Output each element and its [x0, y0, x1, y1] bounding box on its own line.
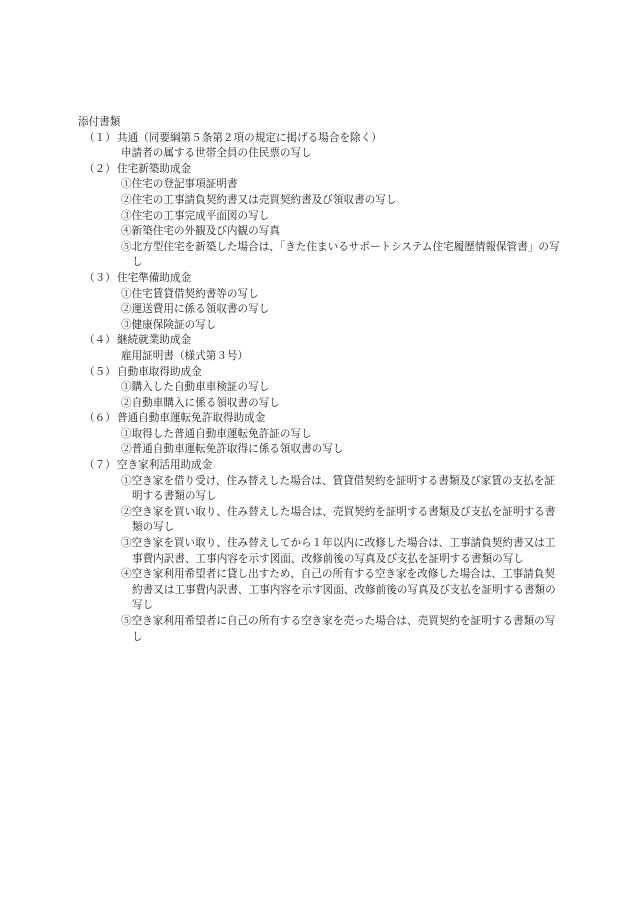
section-number: （１）	[84, 131, 116, 144]
list-item: ②自動車購入に係る領収書の写し	[121, 396, 280, 409]
section-heading: 空き家利活用助成金	[117, 459, 213, 472]
section-number: （３）	[84, 271, 116, 284]
section-items	[121, 287, 564, 334]
list-item: 申請者の属する世帯全員の住民票の写し	[121, 147, 312, 160]
list-item: ①取得した普通自動車運転免許証の写し	[121, 427, 312, 440]
section-items	[121, 474, 564, 646]
section-heading: 自動車取得助成金	[117, 365, 202, 378]
list-item: ②運送費用に係る領収書の写し	[121, 303, 270, 316]
section-heading: 住宅準備助成金	[117, 271, 192, 284]
section-number: （７）	[84, 459, 116, 472]
section-items	[121, 427, 564, 458]
section-number: （４）	[84, 334, 116, 347]
section-heading: 継続就業助成金	[117, 334, 192, 347]
list-item: ①住宅賃貸借契約書等の写し	[121, 287, 259, 300]
section-heading: 普通自動車運転免許取得助成金	[117, 412, 266, 425]
list-item: ④空き家利用希望者に貸し出すため、自己の所有する空き家を改修した場合は、工事請負契約書又は工事費内訳書、工事内容を示す図面、改修前後の写真及び支払を証明する書類の写し	[121, 568, 556, 612]
section-heading-line	[84, 365, 564, 381]
list-item: ②住宅の工事請負契約書又は売買契約書及び領収書の写し	[121, 193, 397, 206]
section-number: （６）	[84, 412, 116, 425]
list-item: ⑤北方型住宅を新築した場合は、「きた住まいるサポートシステム住宅履歴情報保管書」の写し	[121, 240, 560, 269]
section-heading-line	[84, 131, 564, 147]
section-list	[78, 131, 564, 646]
section	[84, 458, 564, 645]
section-items	[121, 349, 564, 365]
list-item: ③空き家を買い取り、住み替えしてから１年以内に改修した場合は、工事請負契約書又は工事費内訳書、工事内容を示す図面、改修前後の写真及び支払を証明する書類の写し	[121, 537, 556, 565]
section-items	[121, 177, 564, 271]
section-heading-line	[84, 458, 564, 474]
section	[84, 333, 564, 364]
section	[84, 271, 564, 333]
section-items	[121, 146, 564, 162]
section	[84, 162, 564, 271]
section-heading-line	[84, 333, 564, 349]
list-item: ③健康保険証の写し	[121, 318, 217, 331]
attachments-document	[78, 115, 564, 645]
list-item: ⑤空き家利用希望者に自己の所有する空き家を売った場合は、売買契約を証明する書類の写し	[121, 615, 556, 643]
section-heading-line	[84, 271, 564, 287]
list-item: ③住宅の工事完成平面図の写し	[121, 209, 270, 222]
section-heading-line	[84, 411, 564, 427]
list-item: ④新築住宅の外観及び内観の写真	[121, 225, 280, 238]
section-items	[121, 380, 564, 411]
section-heading: 住宅新築助成金	[117, 162, 192, 175]
list-item: ②普通自動車運転免許取得に係る領収書の写し	[121, 443, 344, 456]
section-heading: 共通（同要綱第５条第２項の規定に掲げる場合を除く）	[117, 131, 382, 144]
section-heading-line	[84, 162, 564, 178]
section-number: （５）	[84, 365, 116, 378]
document-title: 添付書類	[78, 116, 121, 128]
section	[84, 365, 564, 412]
list-item: 雇用証明書（様式第３号）	[121, 349, 249, 362]
section	[84, 131, 564, 162]
section-number: （２）	[84, 162, 116, 175]
list-item: ②空き家を買い取り、住み替えした場合は、売買契約を証明する書類及び支払を証明する書類の写し	[121, 505, 556, 534]
list-item: ①購入した自動車車検証の写し	[121, 381, 270, 394]
list-item: ①空き家を借り受け、住み替えした場合は、賃貸借契約を証明する書類及び家賃の支払を証明する書類の写し	[121, 474, 555, 503]
section	[84, 411, 564, 458]
list-item: ①住宅の登記事項証明書	[121, 178, 238, 191]
